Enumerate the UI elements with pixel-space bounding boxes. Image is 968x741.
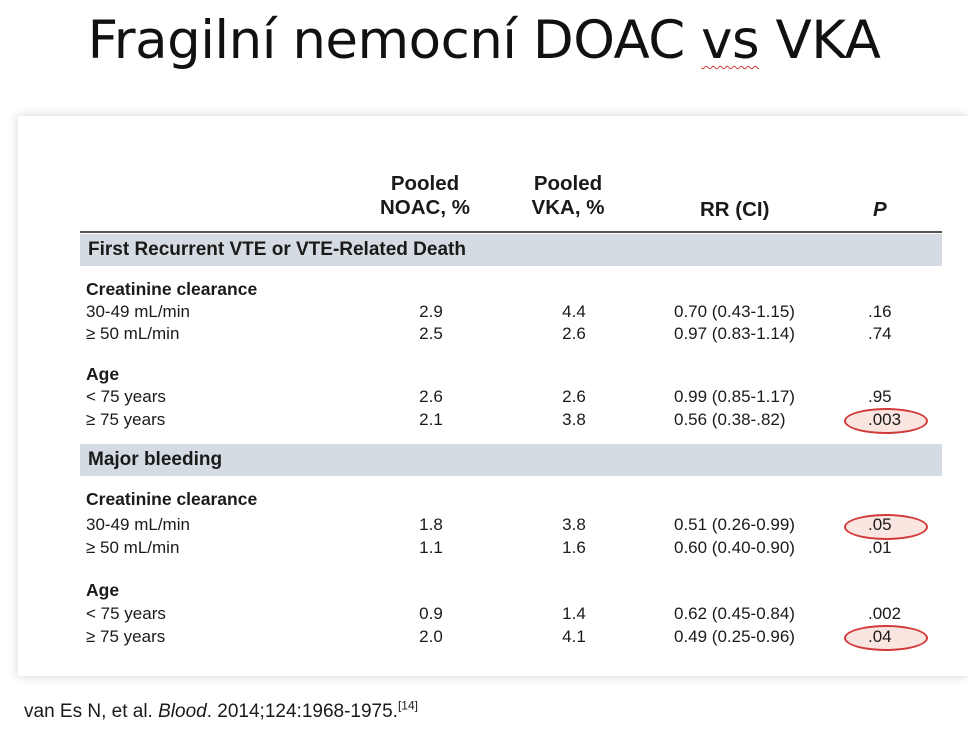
- citation-authors: van Es N, et al.: [24, 701, 159, 722]
- cell-rr: 0.62 (0.45-0.84): [674, 604, 795, 623]
- cell-vka: 2.6: [562, 387, 586, 406]
- cell-p: .74: [868, 324, 892, 343]
- cell-noac: 1.1: [419, 538, 443, 557]
- cell-noac: 2.0: [419, 627, 443, 646]
- cell-vka: 3.8: [562, 410, 586, 429]
- title-end: VKA: [759, 10, 881, 71]
- cell-rr: 0.56 (0.38-.82): [674, 410, 786, 429]
- cell-p: .05: [868, 515, 892, 534]
- table-row: [18, 409, 968, 431]
- cell-noac: 2.5: [419, 324, 443, 343]
- header-pooled-vka: [516, 172, 620, 220]
- cell-p: .002: [868, 604, 902, 623]
- header-vka-line2: VKA, %: [531, 196, 605, 219]
- table-row: [18, 301, 968, 323]
- group-label: Age: [86, 580, 120, 600]
- cell-p: .01: [868, 538, 892, 557]
- row-label: ≥ 75 years: [86, 627, 166, 646]
- section-title: Major bleeding: [88, 449, 223, 470]
- citation-details: . 2014;124:1968-1975.: [206, 701, 398, 722]
- row-label: < 75 years: [86, 387, 166, 406]
- row-label: ≥ 50 mL/min: [86, 324, 180, 343]
- cell-noac: 0.9: [419, 604, 443, 623]
- table-row: [18, 626, 968, 648]
- cell-vka: 3.8: [562, 515, 586, 534]
- cell-vka: 4.1: [562, 627, 586, 646]
- header-vka-line1: Pooled: [533, 172, 603, 195]
- table-figure: [18, 116, 968, 676]
- cell-rr: 0.49 (0.25-0.96): [674, 627, 795, 646]
- cell-p: .95: [868, 387, 892, 406]
- section-title: First Recurrent VTE or VTE-Related Death: [88, 239, 466, 260]
- cell-p: .003: [868, 410, 902, 429]
- cell-vka: 4.4: [562, 302, 586, 321]
- header-rr-ci: RR (CI): [700, 198, 770, 221]
- group-label: Creatinine clearance: [86, 279, 258, 299]
- group-label: Creatinine clearance: [86, 489, 258, 509]
- cell-rr: 0.60 (0.40-0.90): [674, 538, 795, 557]
- header-rule: [80, 231, 942, 233]
- cell-vka: 1.4: [562, 604, 586, 623]
- section-band-vte: [80, 234, 942, 266]
- row-label: 30-49 mL/min: [86, 302, 190, 321]
- cell-noac: 2.6: [419, 387, 443, 406]
- cell-vka: 2.6: [562, 324, 586, 343]
- row-label: 30-49 mL/min: [86, 515, 190, 534]
- header-pooled-noac: [370, 172, 480, 220]
- cell-noac: 2.1: [419, 410, 443, 429]
- table-row: [18, 514, 968, 536]
- cell-noac: 1.8: [419, 515, 443, 534]
- cell-rr: 0.51 (0.26-0.99): [674, 515, 795, 534]
- citation-journal: Blood: [158, 701, 207, 722]
- group-label: Age: [86, 364, 120, 384]
- row-label: < 75 years: [86, 604, 166, 623]
- table-row: [18, 603, 968, 625]
- cell-rr: 0.70 (0.43-1.15): [674, 302, 795, 321]
- table-row: [18, 537, 968, 559]
- title-main: Fragilní nemocní DOAC: [87, 10, 702, 71]
- title-vs-spellcheck: vs: [701, 10, 760, 71]
- table-canvas: [18, 116, 968, 676]
- row-label: ≥ 75 years: [86, 410, 166, 429]
- citation: [24, 700, 418, 724]
- cell-rr: 0.99 (0.85-1.17): [674, 387, 795, 406]
- citation-ref: [14]: [397, 698, 418, 713]
- cell-vka: 1.6: [562, 538, 586, 557]
- row-label: ≥ 50 mL/min: [86, 538, 180, 557]
- section-band-bleeding: [80, 444, 942, 476]
- header-noac-line1: Pooled: [390, 172, 460, 195]
- header-noac-line2: NOAC, %: [380, 196, 470, 219]
- slide-title: [0, 2, 968, 80]
- cell-p: .04: [868, 627, 892, 646]
- table-row: [18, 323, 968, 345]
- table-row: [18, 386, 968, 408]
- cell-noac: 2.9: [419, 302, 443, 321]
- cell-rr: 0.97 (0.83-1.14): [674, 324, 795, 343]
- header-p-value: P: [873, 198, 887, 221]
- cell-p: .16: [868, 302, 892, 321]
